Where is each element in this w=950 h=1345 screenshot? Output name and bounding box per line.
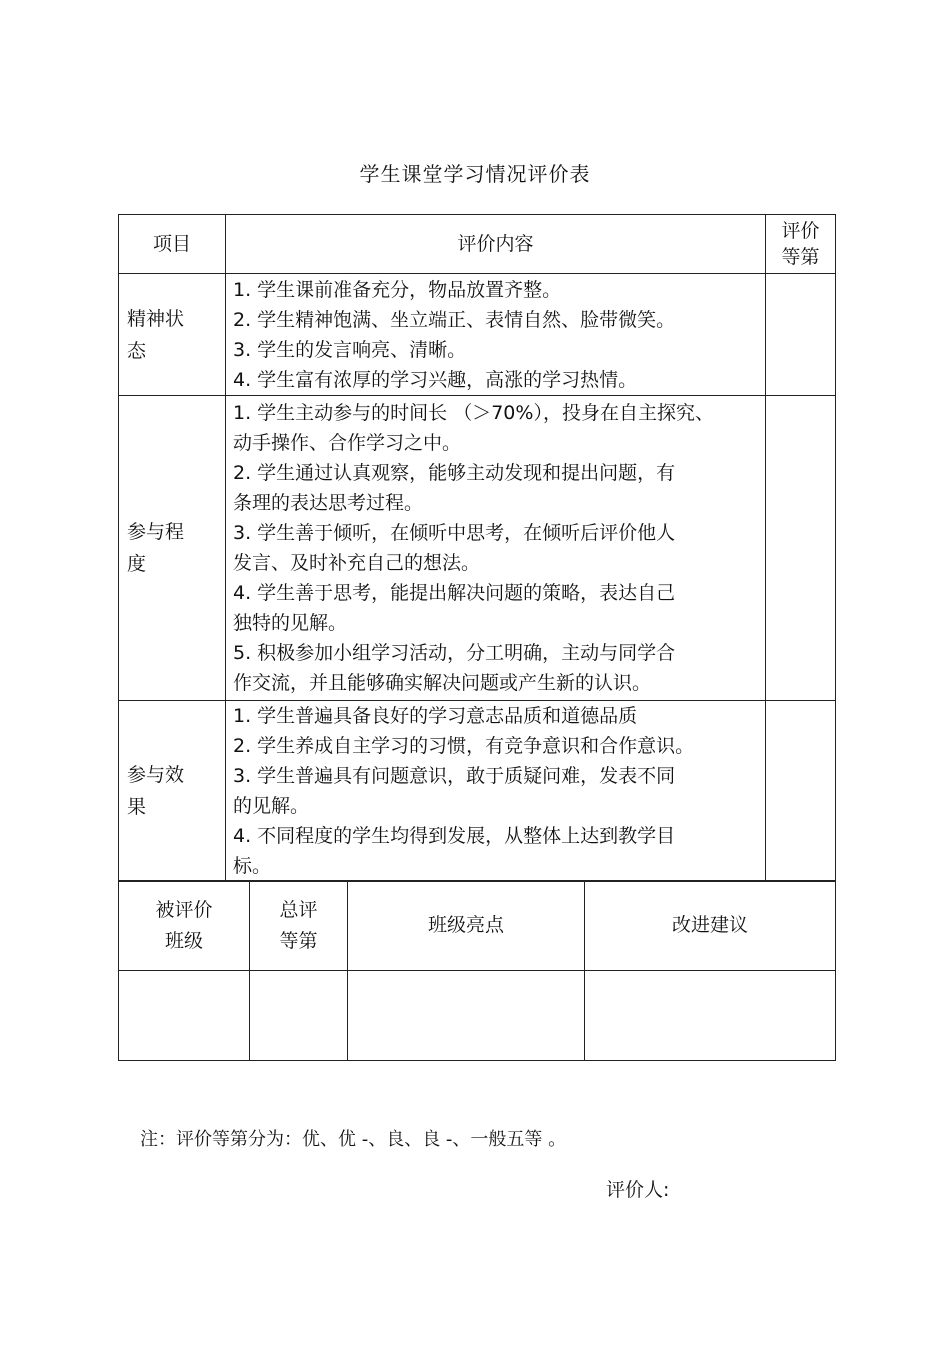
page-title: 学生课堂学习情况评价表 — [359, 162, 591, 186]
header-grade — [766, 215, 836, 274]
header-item: 项目 — [119, 215, 226, 274]
criterion-line: 条理的表达思考过程。 — [233, 492, 424, 514]
summary-header-row — [119, 881, 836, 971]
header-class-evaluated — [119, 881, 250, 971]
criterion-line: 2. 学生通过认真观察，能够主动发现和提出问题，有 — [233, 462, 676, 484]
row-item-spirit — [119, 274, 226, 396]
header-line: 班级 — [164, 929, 203, 952]
header-line: 总评 — [279, 898, 318, 921]
highlights-cell[interactable] — [348, 971, 585, 1061]
criterion-line: 3. 学生普遍具有问题意识，敢于质疑问难，发表不同 — [233, 765, 676, 787]
row-content-effect — [226, 701, 766, 882]
row-item-line: 精神状 — [127, 307, 185, 330]
header-grade-line-1: 评价 — [781, 220, 820, 242]
summary-input-row — [119, 971, 836, 1061]
criterion-line: 3. 学生的发言响亮、清晰。 — [233, 338, 467, 361]
table-row-effect — [119, 701, 836, 882]
table-row-participation — [119, 396, 836, 701]
criterion-line: 3. 学生善于倾听，在倾听中思考，在倾听后评价他人 — [233, 522, 676, 544]
row-content-participation — [226, 396, 766, 701]
table-header-row — [119, 215, 836, 274]
criterion-line: 1. 学生课前准备充分，物品放置齐整。 — [233, 278, 562, 301]
header-suggestions: 改进建议 — [585, 881, 836, 971]
row-item-line: 度 — [127, 553, 147, 575]
criterion-line: 4. 不同程度的学生均得到发展，从整体上达到教学目 — [233, 825, 676, 847]
criterion-line: 5. 积极参加小组学习活动，分工明确，主动与同学合 — [233, 642, 676, 664]
criterion-line: 1. 学生普遍具备良好的学习意志品质和道德品质 — [233, 705, 638, 727]
row-item-line: 态 — [127, 339, 147, 362]
criterion-line: 1. 学生主动参与的时间长 （＞70%），投身在自主探究、 — [233, 402, 714, 424]
criterion-line: 发言、及时补充自己的想法。 — [233, 552, 481, 574]
criterion-line: 作交流，并且能够确实解决问题或产生新的认识。 — [233, 672, 652, 694]
header-grade-line-2: 等第 — [781, 246, 820, 268]
criterion-line: 2. 学生精神饱满、坐立端正、表情自然、脸带微笑。 — [233, 308, 676, 331]
criterion-line: 标。 — [233, 855, 272, 877]
criterion-line: 的见解。 — [233, 795, 310, 817]
row-item-participation — [119, 396, 226, 701]
evaluator-label: 评价人: — [606, 1179, 670, 1201]
evaluation-table — [118, 214, 836, 882]
summary-table — [118, 880, 836, 1061]
row-item-effect — [119, 701, 226, 882]
header-highlights: 班级亮点 — [348, 881, 585, 971]
header-line: 被评价 — [155, 898, 213, 921]
header-overall-grade — [250, 881, 348, 971]
row-item-line: 参与程 — [127, 521, 185, 543]
header-line: 等第 — [279, 929, 318, 952]
criterion-line: 4. 学生善于思考，能提出解决问题的策略，表达自己 — [233, 582, 676, 604]
row-content-spirit — [226, 274, 766, 396]
class-evaluated-cell[interactable] — [119, 971, 250, 1061]
table-row-spirit — [119, 274, 836, 396]
grade-cell-effect[interactable] — [766, 701, 836, 882]
row-item-line: 果 — [127, 796, 147, 818]
criterion-line: 动手操作、合作学习之中。 — [233, 432, 462, 454]
grading-note: 注：评价等第分为：优、优 -、良、良 -、一般五等 。 — [140, 1129, 567, 1150]
criterion-line: 4. 学生富有浓厚的学习兴趣，高涨的学习热情。 — [233, 368, 638, 391]
criterion-line: 2. 学生养成自主学习的习惯，有竞争意识和合作意识。 — [233, 735, 695, 757]
overall-grade-cell[interactable] — [250, 971, 348, 1061]
row-item-line: 参与效 — [127, 764, 185, 786]
grade-cell-spirit[interactable] — [766, 274, 836, 396]
grade-cell-participation[interactable] — [766, 396, 836, 701]
criterion-line: 独特的见解。 — [233, 612, 348, 634]
header-content: 评价内容 — [226, 215, 766, 274]
suggestions-cell[interactable] — [585, 971, 836, 1061]
